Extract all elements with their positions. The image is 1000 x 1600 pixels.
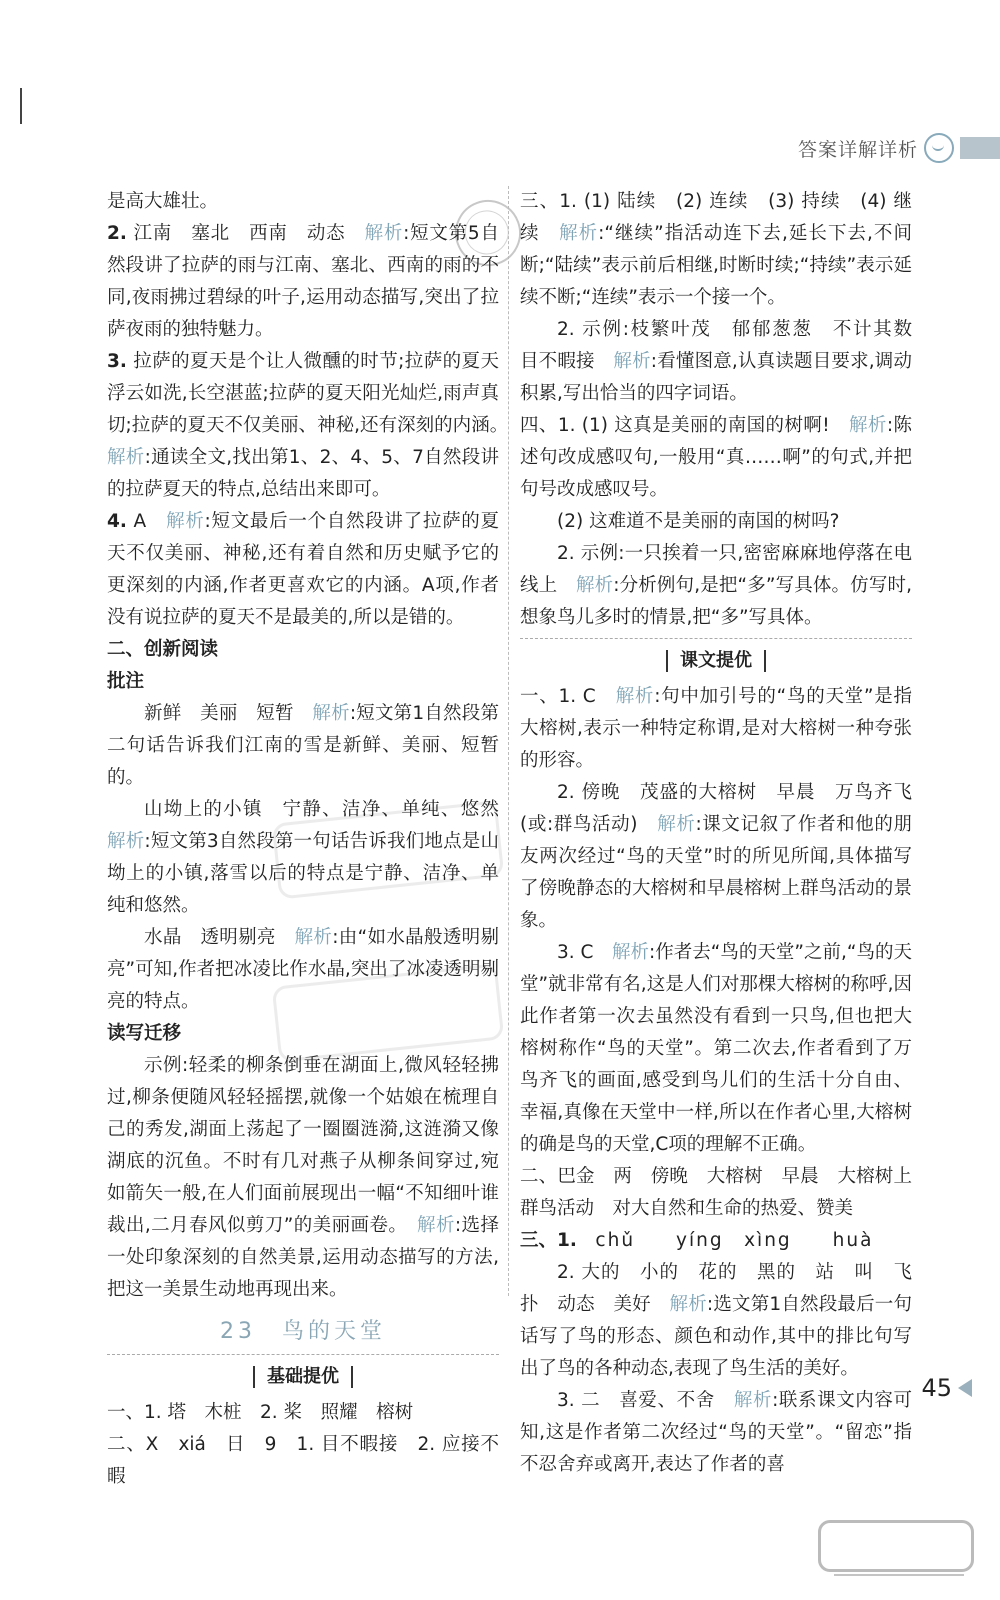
answer-q2: 2. 江南 塞北 西南 动态 解析:短文第5自然段讲了拉萨的雨与江南、塞北、西南的雨的不同,夜雨拂过碧绿的叶子,运用动态描写,突出了拉萨夜雨的独特魅力。 (107, 223, 499, 340)
section-heading: 二、创新阅读 (107, 639, 219, 660)
right-column (520, 186, 931, 1481)
analysis-label: 解析 (657, 814, 696, 835)
answer-line: (2) 这难道不是美丽的南国的树吗? (557, 511, 840, 532)
answer-line: 二、X xiá 日 9 1. 目不暇接 2. 应接不暇 (107, 1434, 499, 1487)
smiley-icon (924, 133, 954, 163)
answer-line: 一、1. 塔 木桩 2. 桨 照耀 榕树 (107, 1402, 414, 1423)
column-divider (508, 186, 509, 1296)
header-title: 答案详解详析 (797, 138, 918, 161)
answer-k1-1: 一、1. C 解析:句中加引号的“鸟的天堂”是指大榕树,表示一种特定称谓,是对大榕树一种夸张的形容。 (520, 686, 912, 771)
watermark-logo (824, 1520, 974, 1586)
answer-s4-2: 2. 示例:一只挨着一只,密密麻麻地停落在电线上 解析:分析例句,是把“多”写具体。仿写时,想象鸟儿多时的情景,把“多”写具体。 (520, 543, 912, 628)
analysis-label: 解析 (669, 1294, 707, 1315)
analysis-label: 解析 (611, 942, 649, 963)
analysis-label: 解析 (107, 831, 145, 852)
dash-divider (107, 1354, 499, 1355)
answer-s3-2: 2. 示例:枝繁叶茂 郁郁葱葱 不计其数 目不暇接 解析:看懂图意,认真读题目要求,调动积累,写出恰当的四字词语。 (520, 319, 931, 404)
answer-k3-1: 三、1. chǔ yíng xìng huà (520, 1230, 874, 1251)
lesson-title: 23 鸟的天堂 (220, 1319, 386, 1344)
analysis-label: 解析 (417, 1215, 455, 1236)
sub-heading: 读写迁移 (107, 1023, 182, 1044)
left-column (107, 186, 499, 1493)
annotation-answer: 水晶 透明剔亮 解析:由“如水晶般透明剔亮”可知,作者把冰凌比作水晶,突出了冰凌透明剔亮的特点。 (107, 927, 499, 1012)
analysis-label: 解析 (733, 1390, 773, 1411)
analysis-label: 解析 (849, 415, 887, 436)
page-header (798, 130, 1000, 166)
answer-s3-1: 三、1. (1) 陆续 (2) 连续 (3) 持续 (4) 继续 解析:“继续”指活动连下去,延长下去,不间断;“陆续”表示前后相继,时断时续;“持续”表示延续不断;“连续”表示一个接一个。 (520, 191, 912, 308)
answer-k3-3: 3. 二 喜爱、不舍 解析:联系课文内容可知,这是作者第二次经过“鸟的天堂”。“留恋”指不忍舍弃或离开,表达了作者的喜 (520, 1390, 912, 1475)
boxed-heading: 基础提优 (107, 1361, 499, 1393)
analysis-label: 解析 (312, 703, 350, 724)
pinyin-answers: chǔ yíng xìng huà (595, 1230, 874, 1251)
analysis-label: 解析 (364, 223, 404, 244)
answer-k1-3: 3. C 解析:作者去“鸟的天堂”之前,“鸟的天堂”就非常有名,这是人们对那棵大榕树的称呼,因此作者第一次去虽然没有看到一只鸟,但也把大榕树称作“鸟的天堂”。第二次去,作者看到了万鸟齐飞的画面,感受到鸟儿们的生活十分自由、幸福,真像在天堂中一样,所以在作者心里,大榕树的确是鸟的天堂,C项的理解不正确。 (520, 942, 912, 1155)
analysis-label: 解析 (575, 575, 614, 596)
analysis-label: 解析 (559, 223, 599, 244)
margin-mark (20, 88, 22, 124)
annotation-answer: 新鲜 美丽 短暂 解析:短文第1自然段第二句话告诉我们江南的雪是新鲜、美丽、短暂的。 (107, 703, 499, 788)
answer-q3: 3. 拉萨的夏天是个让人微醺的时节;拉萨的夏天浮云如洗,长空湛蓝;拉萨的夏天阳光灿烂,雨声真切;拉萨的夏天不仅美丽、神秘,还有深刻的内涵。 解析:通读全文,找出第1、2、4、5、7自然段讲的拉萨夏天的特点,总结出来即可。 (107, 351, 499, 500)
answer-s4-1: 四、1. (1) 这真是美丽的南国的树啊! 解析:陈述句改成感叹句,一般用“真……啊”的句式,并把句号改成感叹号。 (520, 415, 912, 500)
analysis-label: 解析 (294, 927, 333, 948)
analysis-label: 解析 (166, 511, 205, 532)
boxed-heading: 课文提优 (520, 645, 912, 677)
analysis-label: 解析 (107, 447, 145, 468)
answer-k1-2: 2. 傍晚 茂盛的大榕树 早晨 万鸟齐飞(或:群鸟活动) 解析:课文记叙了作者和他的朋友两次经过“鸟的天堂”时的所见所闻,具体描写了傍晚静态的大榕树和早晨榕树上群鸟活动的景象。 (520, 782, 912, 931)
writing-answer: 示例:轻柔的柳条倒垂在湖面上,微风轻轻拂过,柳条便随风轻轻摇摆,就像一个姑娘在梳理自己的秀发,湖面上荡起了一圈圈涟漪,这涟漪又像湖底的沉鱼。不时有几对燕子从柳条间穿过,宛如箭矢一般,在人们面前展现出一幅“不知细叶谁裁出,二月春风似剪刀”的美丽画卷。 解析:选择一处印象深刻的自然美景,运用动态描写的方法,把这一美景生动地再现出来。 (107, 1055, 499, 1300)
header-bar (960, 137, 1000, 159)
answer-line: 是高大雄壮。 (107, 191, 219, 212)
answer-q4: 4. A 解析:短文最后一个自然段讲了拉萨的夏天不仅美丽、神秘,还有着自然和历史赋予它的更深刻的内涵,作者更喜欢它的内涵。A项,作者没有说拉萨的夏天不是最美的,所以是错的。 (107, 511, 499, 628)
page-number: 45 (921, 1374, 972, 1402)
annotation-answer: 山坳上的小镇 宁静、洁净、单纯、悠然 解析:短文第3自然段第一句话告诉我们地点是山坳上的小镇,落雪以后的特点是宁静、洁净、单纯和悠然。 (107, 799, 499, 916)
dash-divider (520, 638, 912, 639)
sub-heading: 批注 (107, 671, 145, 692)
answer-k3-2: 2. 大的 小的 花的 黑的 站 叫 飞 扑 动态 美好 解析:选文第1自然段最后一句话写了鸟的形态、颜色和动作,其中的排比句写出了鸟的各种动态,表现了鸟生活的美好。 (520, 1262, 931, 1379)
arrow-left-icon (958, 1379, 972, 1397)
analysis-label: 解析 (613, 351, 651, 372)
analysis-label: 解析 (615, 686, 655, 707)
answer-k2: 二、巴金 两 傍晚 大榕树 早晨 大榕树上群鸟活动 对大自然和生命的热爱、赞美 (520, 1166, 912, 1219)
